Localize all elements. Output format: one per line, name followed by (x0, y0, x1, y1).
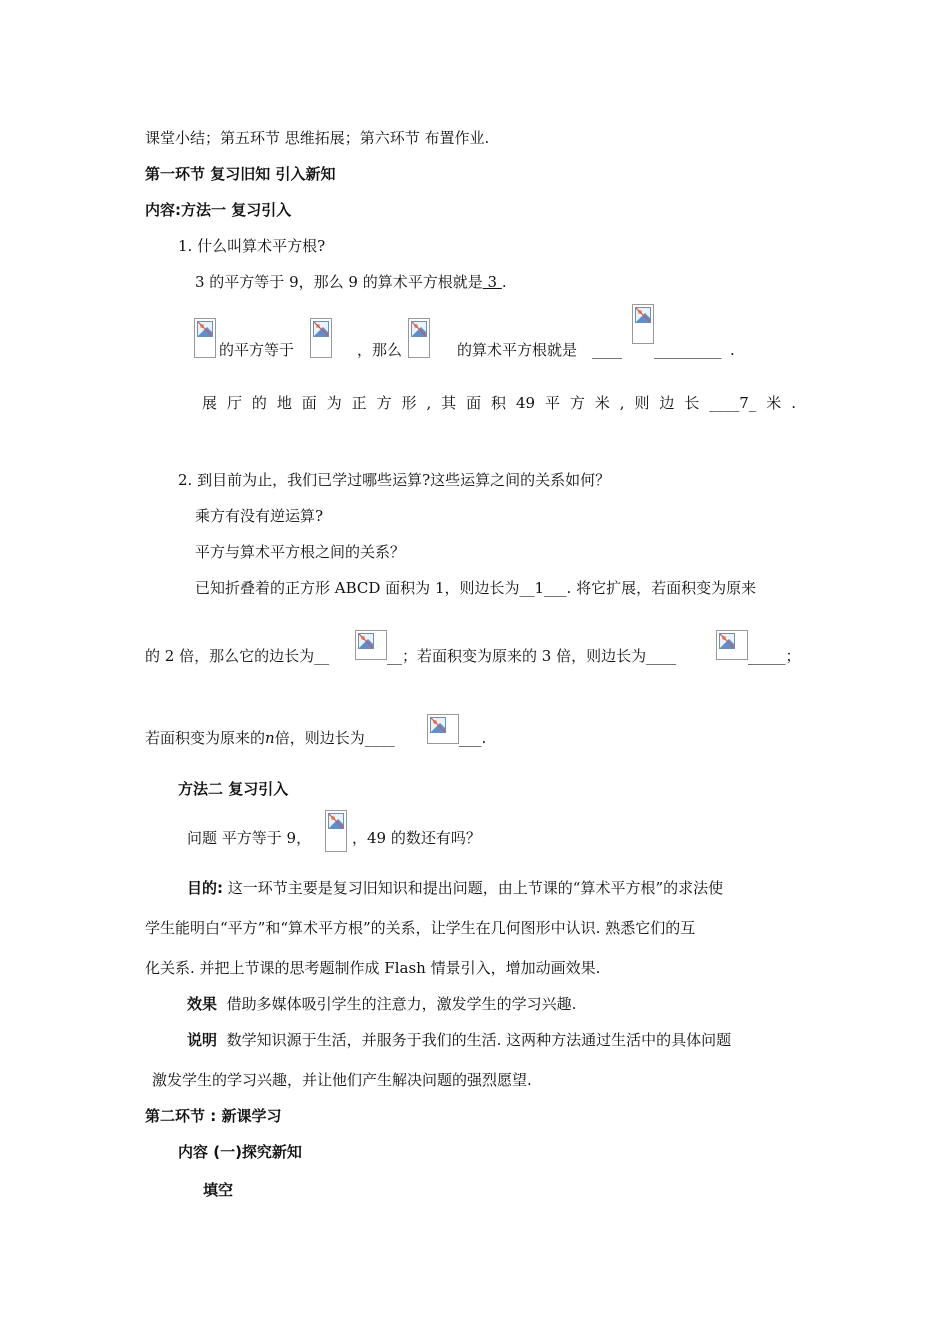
q1c-char: 长 (684, 394, 700, 412)
q2e-end: ___. (459, 729, 487, 747)
purpose-line-1: 目的: 这一环节主要是复习旧知识和提出问题，由上节课的“算术平方根”的求法使 (187, 879, 724, 897)
q1c-char: 的 (251, 394, 267, 412)
method-2-question-pre: 问题 平方等于 9， (187, 829, 312, 847)
intro-line: 课堂小结；第五环节 思维拓展；第六环节 布置作业. (145, 129, 490, 147)
formula-image-icon (716, 630, 748, 660)
formula-image-icon (325, 810, 347, 852)
q1c-char: 面 (301, 394, 317, 412)
question-2a: 乘方有没有逆运算? (195, 507, 324, 525)
q1b-text-b: ，那么 (357, 341, 403, 359)
q1c-char: 积 (491, 394, 507, 412)
method-2-heading: 方法二 复习引入 (178, 780, 289, 798)
q1c-char: 面 (466, 394, 482, 412)
q1b-text-c: 的算术平方根就是 (457, 341, 578, 359)
q1c-char: 米 (594, 394, 610, 412)
q1c-char: 方 (376, 394, 392, 412)
formula-image-icon (355, 630, 387, 660)
question-2c: 已知折叠着的正方形 ABCD 面积为 1，则边长为__1___. 将它扩展，若面积变为原来 (195, 579, 757, 597)
method-2-question-post: ，49 的数还有吗？ (352, 829, 481, 847)
method-1-heading: 内容:方法一 复习引入 (145, 201, 292, 219)
question-2: 2. 到目前为止，我们已学过哪些运算?这些运算之间的关系如何？ (178, 471, 611, 489)
q1c-char: 形 (401, 394, 417, 412)
formula-image-icon (427, 714, 459, 744)
section-2-heading: 第二环节 : 新课学习 (145, 1107, 282, 1125)
q1c-unit: 米 (766, 394, 782, 412)
purpose-line-2: 学生能明白“平方”和“算术平方根”的关系，让学生在几何图形中认识. 熟悉它们的互 (145, 919, 696, 937)
q1c-char: 则 (634, 394, 650, 412)
q1b-end: . (730, 341, 735, 359)
q1c-line (202, 393, 796, 413)
q1c-answer-blank: ____7_ (709, 394, 757, 412)
section-1-heading: 第一环节 复习旧知 引入新知 (145, 165, 336, 183)
q1c-char: , (426, 394, 432, 412)
note-line-2: 激发学生的学习兴趣，并让他们产生解决问题的强烈愿望. (152, 1071, 532, 1089)
q1c-char: 其 (441, 394, 457, 412)
question-2b: 平方与算术平方根之间的关系？ (195, 543, 406, 561)
q1b-text-a: 的平方等于 (219, 341, 295, 359)
q1c-char: 为 (326, 394, 342, 412)
q1c-char: 地 (276, 394, 292, 412)
q1c-char: , (619, 394, 625, 412)
purpose-line-3: 化关系. 并把上节课的思考题制作成 Flash 情景引入，增加动画效果. (145, 959, 601, 977)
q2d-pre: 的 2 倍，那么它的边长为__ (145, 647, 330, 665)
effect-line: 效果 借助多媒体吸引学生的注意力，激发学生的学习兴趣. (187, 995, 577, 1013)
q1c-char: 方 (569, 394, 585, 412)
fill-blank-heading: 填空 (203, 1181, 234, 1199)
note-line-1: 说明 数学知识源于生活，并服务于我们的生活. 这两种方法通过生活中的具体问题 (187, 1031, 732, 1049)
formula-image-icon (310, 318, 332, 358)
formula-image-icon (194, 318, 216, 358)
q1c-char: 厅 (226, 394, 242, 412)
question-1a: 3 的平方等于 9，那么 9 的算术平方根就是 3 . (195, 273, 507, 291)
content-heading: 内容 (一)探究新知 (178, 1143, 302, 1161)
q1c-char: 正 (351, 394, 367, 412)
q1c-char: 49 (515, 394, 536, 412)
question-1: 1. 什么叫算术平方根? (178, 237, 326, 255)
q1b-blank-1: ____ (592, 341, 622, 359)
q1b-blank-2: _________ (654, 341, 722, 359)
formula-image-icon (632, 304, 654, 344)
formula-image-icon (408, 318, 430, 358)
q2d-end: _____； (748, 647, 801, 665)
q1c-char: 边 (659, 394, 675, 412)
q2e-line: 若面积变为原来的n倍，则边长为____ (145, 729, 395, 747)
q1c-char: 平 (544, 394, 560, 412)
answer-blank: 3 (482, 273, 502, 291)
q2d-mid: __；若面积变为原来的 3 倍，则边长为____ (387, 647, 677, 665)
q1c-end: . (791, 394, 796, 412)
q1c-char: 展 (202, 394, 218, 412)
